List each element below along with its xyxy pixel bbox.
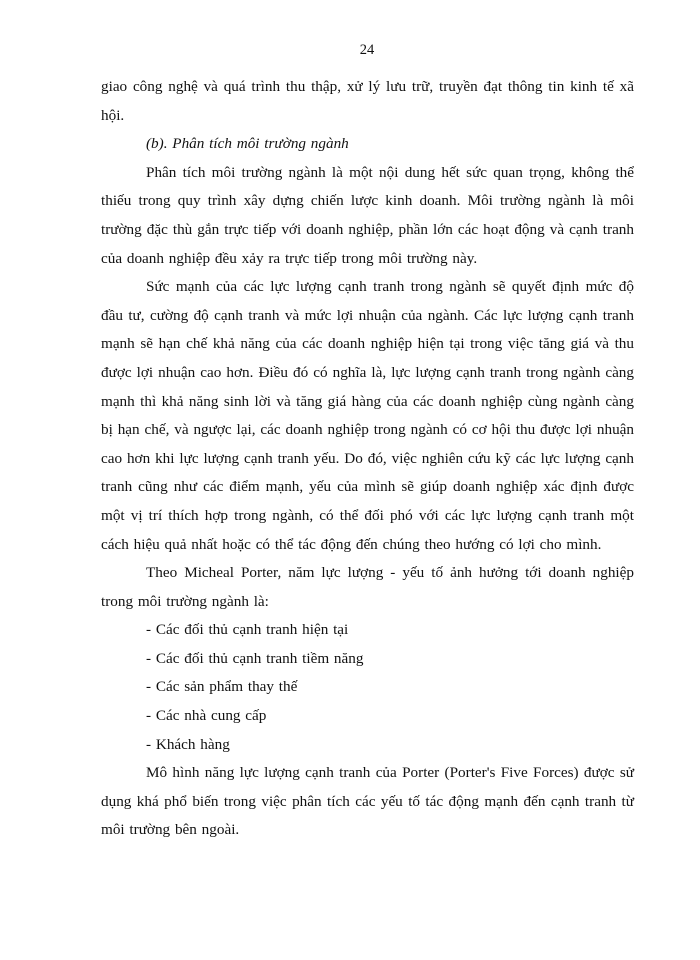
paragraph-2: Sức mạnh của các lực lượng cạnh tranh trong ngành sẽ quyết định mức độ đầu tư, cường độ cạnh tranh và mức lợi nhuận của ngành. Các lực lượng cạnh tranh mạnh sẽ hạn chế khả năng của các doanh nghiệp hiện tại trong việc tăng giá và thu được lợi nhuận cao hơn. Điều đó có nghĩa là, lực lượng cạnh tranh trong ngành càng mạnh thì khả năng sinh lời và tăng giá hàng của các doanh nghiệp cùng ngành càng bị hạn chế, và ngược lại, các doanh nghiệp trong ngành có cơ hội thu được lợi nhuận cao hơn khi lực lượng cạnh tranh yếu. Do đó, việc nghiên cứu kỹ các lực lượng cạnh tranh cũng như các điểm mạnh, yếu của mình sẽ giúp doanh nghiệp xác định được một vị trí thích hợp trong ngành, có thể đối phó với các lực lượng cạnh tranh một cách hiệu quả nhất hoặc có thể tác động đến chúng theo hướng có lợi cho mình. [101, 278, 634, 553]
list-item: - Các đối thủ cạnh tranh tiềm năng [146, 649, 364, 667]
page-number: 24 [359, 42, 375, 58]
list-item: - Các sản phẩm thay thế [146, 678, 298, 696]
list-item: - Các nhà cung cấp [146, 707, 267, 725]
list-item: - Khách hàng [146, 735, 230, 753]
list-item: - Các đối thủ cạnh tranh hiện tại [146, 621, 349, 639]
paragraph-4: Mô hình năng lực lượng cạnh tranh của Porter (Porter's Five Forces) được sử dụng khá phổ biến trong việc phân tích các yếu tố tác động mạnh đến cạnh tranh từ môi trường bên ngoài. [101, 764, 634, 839]
paragraph-intro: giao công nghệ và quá trình thu thập, xử lý lưu trữ, truyền đạt thông tin kinh tế xã hội. [101, 78, 634, 124]
paragraph-3: Theo Micheal Porter, năm lực lượng - yếu tố ảnh hưởng tới doanh nghiệp trong môi trường ngành là: [101, 564, 634, 610]
paragraph-1: Phân tích môi trường ngành là một nội dung hết sức quan trọng, không thể thiếu trong quy trình xây dựng chiến lược kinh doanh. Môi trường ngành là môi trường đặc thù gắn trực tiếp với doanh nghiệp, phần lớn các hoạt động và cạnh tranh của doanh nghiệp đều xảy ra trực tiếp trong môi trường này. [101, 163, 634, 267]
section-heading: (b). Phân tích môi trường ngành [146, 135, 349, 153]
document-body [101, 73, 634, 845]
